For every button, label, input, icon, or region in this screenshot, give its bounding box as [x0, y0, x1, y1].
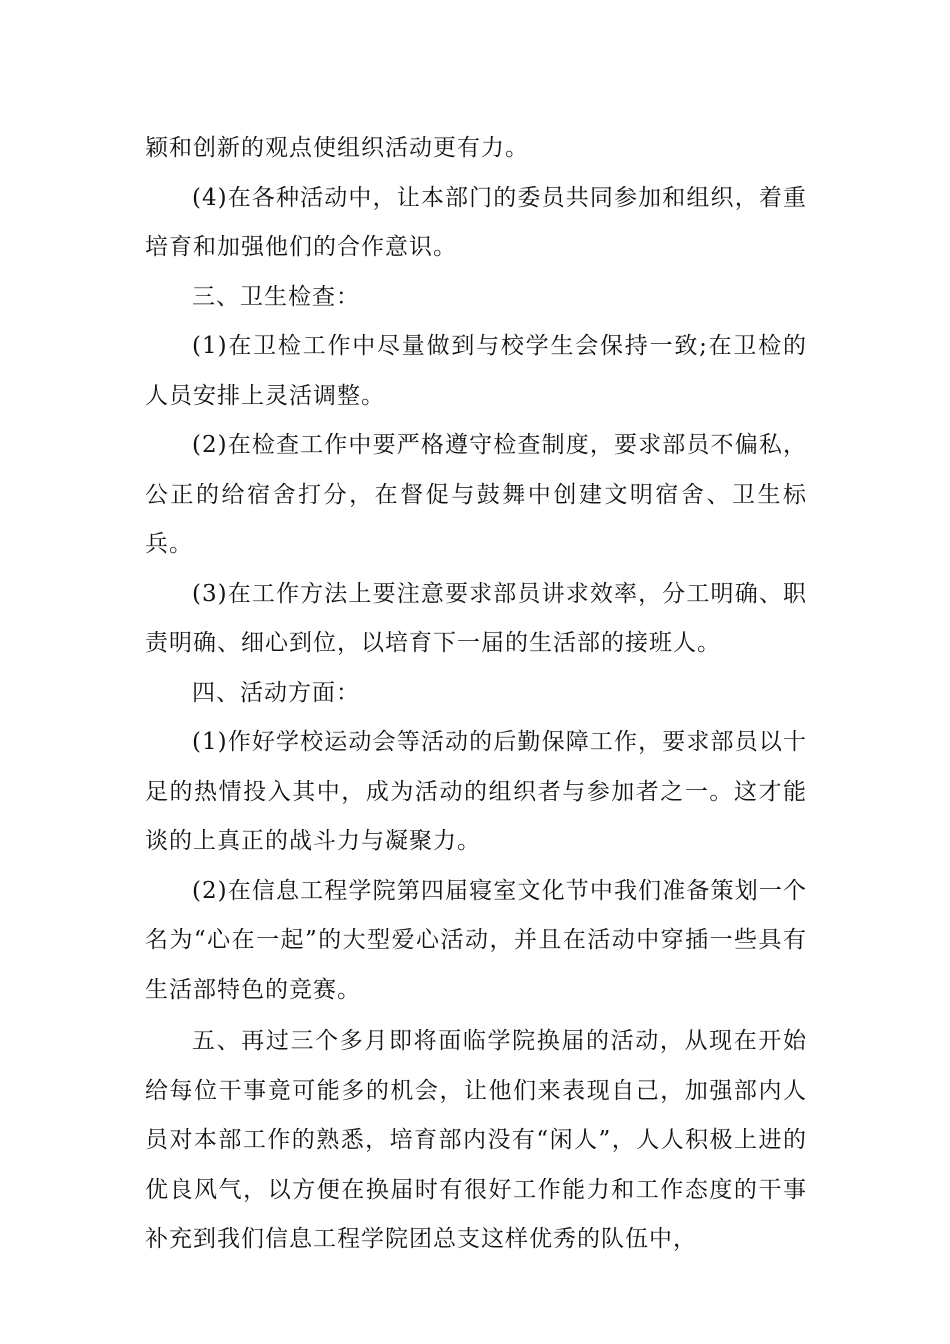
section-heading-hygiene: 三、卫生检查：	[192, 283, 360, 310]
section-heading-activities: 四、活动方面：	[192, 679, 360, 706]
paragraph-continuation: 颖和创新的观点使组织活动更有力。	[145, 135, 529, 161]
paragraph-hygiene-3: (3)在工作方法上要注意要求部员讲求效率，分工明确、职责明确、细心到位，以培育下一届的生活部的接班人。	[145, 580, 807, 656]
paragraph-section-five: 五、再过三个多月即将面临学院换届的活动，从现在开始给每位干事竟可能多的机会，让他们来表现自己，加强部内人员对本部工作的熟悉，培育部内没有“闲人”，人人积极上进的优良风气，以方便在换届时有很好工作能力和工作态度的干事补充到我们信息工程学院团总支这样优秀的队伍中，	[145, 1028, 807, 1252]
paragraph-activities-2: (2)在信息工程学院第四届寝室文化节中我们准备策划一个名为“心在一起”的大型爱心活动，并且在活动中穿插一些具有生活部特色的竞赛。	[145, 877, 807, 1003]
paragraph-activities-1: (1)作好学校运动会等活动的后勤保障工作，要求部员以十足的热情投入其中，成为活动的组织者与参加者之一。这才能谈的上真正的战斗力与凝聚力。	[145, 729, 807, 854]
paragraph-item-4: (4)在各种活动中，让本部门的委员共同参加和组织，着重培育和加强他们的合作意识。	[145, 184, 807, 260]
paragraph-hygiene-1: (1)在卫检工作中尽量做到与校学生会保持一致;在卫检的人员安排上灵活调整。	[145, 333, 807, 409]
document-body	[145, 124, 807, 1265]
paragraph-hygiene-2: (2)在检查工作中要严格遵守检查制度，要求部员不偏私，公正的给宿舍打分，在督促与鼓舞中创建文明宿舍、卫生标兵。	[145, 432, 807, 557]
